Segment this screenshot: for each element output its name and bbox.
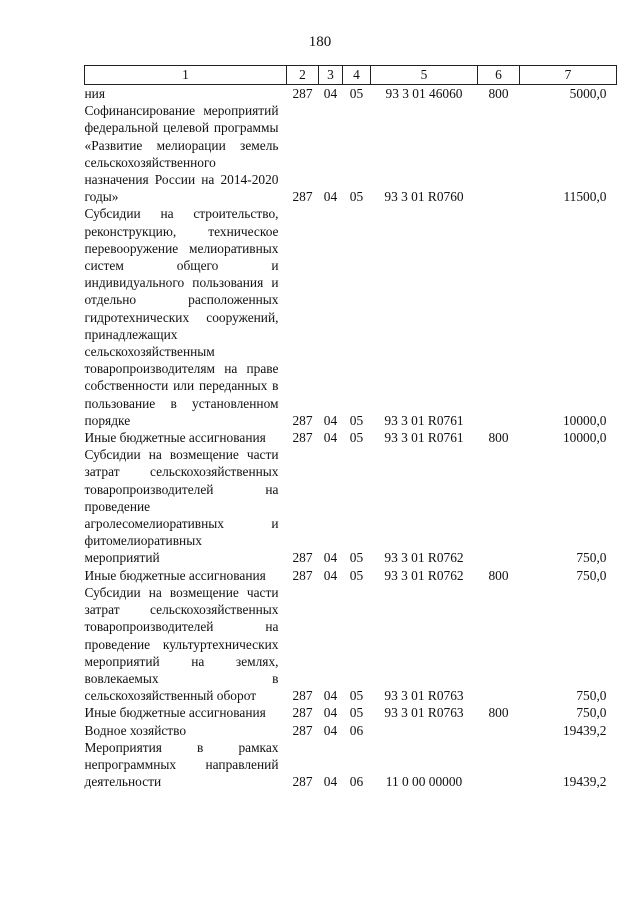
row-name: Субсидии на возмещение части затрат сельскохозяйственных товаропроизводителей на проведение агролесомелиоративных и фитомелиоративных мероприятий [84, 447, 279, 566]
row-vr [478, 102, 520, 205]
row-rz: 04 [323, 567, 338, 583]
row-csr: 11 0 00 00000 [385, 774, 463, 790]
row-ved: 287 [292, 774, 313, 790]
row-pr: 05 [349, 705, 364, 721]
row-csr: 93 3 01 R0763 [384, 688, 464, 704]
row-vr: 800 [488, 430, 509, 446]
row-sum: 10000,0 [562, 412, 607, 428]
column-header: 2 [287, 66, 319, 85]
column-header: 6 [478, 66, 520, 85]
column-header: 4 [343, 66, 371, 85]
row-vr: 800 [488, 567, 509, 583]
row-sum: 750,0 [576, 688, 607, 704]
row-rz: 04 [323, 688, 338, 704]
table-row [85, 102, 617, 205]
table-row [85, 722, 617, 739]
row-vr: 800 [488, 86, 509, 101]
row-pr: 06 [349, 722, 364, 738]
row-name: Иные бюджетные ассигнования [84, 430, 266, 446]
row-vr: 800 [488, 705, 509, 721]
table-row [85, 446, 617, 566]
page-number: 180 [308, 34, 332, 50]
row-csr [371, 722, 478, 739]
row-sum: 19439,2 [562, 722, 607, 738]
row-rz: 04 [323, 722, 338, 738]
row-name: Субсидии на строительство, реконструкцию, техническое перевооружение мелиоративных систем общего и индивидуального пользования и отдельно расположенных гидротехнических сооружений, принадлежащих сельскохозяйственным товаропроизводителям на праве собственности или переданных в пользование в установленном порядке [84, 206, 279, 428]
column-header: 5 [371, 66, 478, 85]
table-row [85, 739, 617, 791]
row-csr: 93 3 01 R0761 [384, 430, 464, 446]
row-sum: 750,0 [576, 705, 607, 721]
row-name: Софинансирование мероприятий федеральной целевой программы «Развитие мелиорации земель сельскохозяйственного назначения России на 2014-2020 годы» [84, 103, 279, 205]
row-vr [478, 446, 520, 566]
row-name: ния [84, 86, 105, 101]
row-rz: 04 [323, 86, 338, 101]
row-rz: 04 [323, 774, 338, 790]
table-row [85, 584, 617, 704]
row-rz: 04 [323, 705, 338, 721]
row-sum: 11500,0 [563, 189, 607, 205]
row-vr [478, 205, 520, 429]
row-pr: 05 [349, 86, 364, 101]
row-rz: 04 [323, 189, 338, 205]
row-name: Субсидии на возмещение части затрат сельскохозяйственных товаропроизводителей на проведение культуртехнических мероприятий на землях, вовлекаемых в сельскохозяйственный оборот [84, 584, 279, 704]
row-csr: 93 3 01 R0763 [384, 705, 464, 721]
row-vr [478, 739, 520, 791]
row-ved: 287 [292, 430, 313, 446]
row-ved: 287 [292, 189, 313, 205]
table-row [85, 429, 617, 446]
row-pr: 05 [349, 412, 364, 428]
row-csr: 93 3 01 R0760 [384, 189, 464, 205]
table-row [85, 85, 617, 103]
row-sum: 19439,2 [562, 774, 607, 790]
row-pr: 05 [349, 430, 364, 446]
row-ved: 287 [292, 722, 313, 738]
row-pr: 05 [349, 567, 364, 583]
row-pr: 06 [349, 774, 364, 790]
row-name: Иные бюджетные ассигнования [84, 567, 266, 583]
row-sum: 750,0 [576, 550, 607, 566]
row-csr: 93 3 01 R0762 [384, 550, 464, 566]
row-ved: 287 [292, 688, 313, 704]
row-ved: 287 [292, 705, 313, 721]
row-rz: 04 [323, 412, 338, 428]
row-name: Водное хозяйство [84, 722, 187, 738]
row-name: Мероприятия в рамках непрограммных направлений деятельности [84, 739, 279, 790]
row-csr: 93 3 01 R0762 [384, 567, 464, 583]
column-header: 7 [520, 66, 617, 85]
row-pr: 05 [349, 688, 364, 704]
row-rz: 04 [323, 550, 338, 566]
table-header-row [85, 66, 617, 85]
row-pr: 05 [349, 189, 364, 205]
column-header: 3 [319, 66, 343, 85]
row-pr: 05 [349, 550, 364, 566]
row-sum: 10000,0 [562, 430, 607, 446]
column-header: 1 [85, 66, 287, 85]
row-ved: 287 [292, 567, 313, 583]
row-vr [478, 584, 520, 704]
row-ved: 287 [292, 412, 313, 428]
row-ved: 287 [292, 86, 313, 101]
budget-table [84, 65, 617, 790]
row-rz: 04 [323, 430, 338, 446]
row-ved: 287 [292, 550, 313, 566]
row-csr: 93 3 01 R0761 [384, 412, 464, 428]
table-row [85, 704, 617, 721]
table-row [85, 567, 617, 584]
row-sum: 750,0 [576, 567, 607, 583]
row-csr: 93 3 01 46060 [385, 86, 463, 101]
row-sum: 5000,0 [569, 86, 607, 101]
row-vr [478, 722, 520, 739]
table-row [85, 205, 617, 429]
row-name: Иные бюджетные ассигнования [84, 705, 266, 721]
